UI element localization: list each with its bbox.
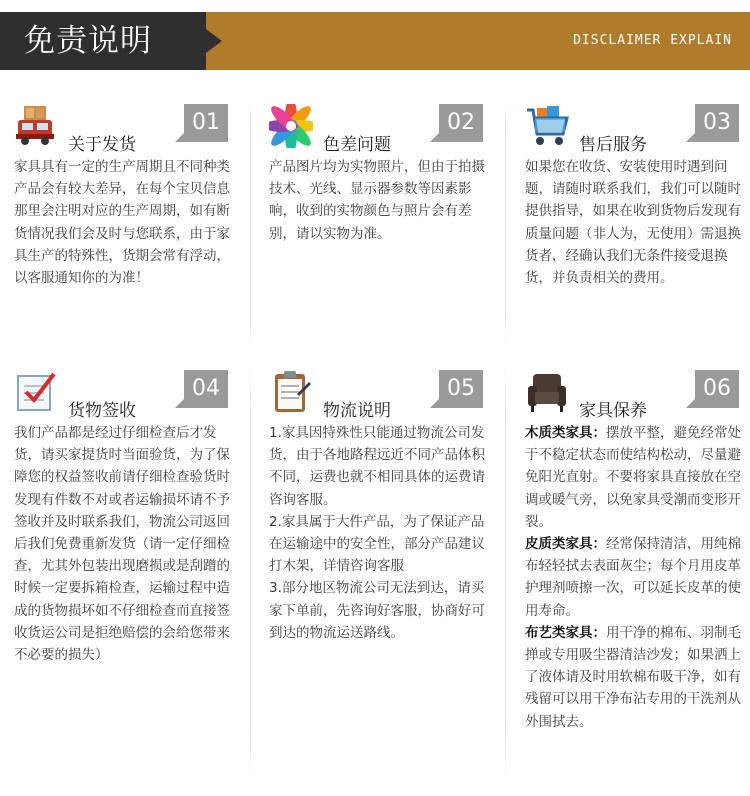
logistics-line: 2.家具属于大件产品，为了保证产品在运输途中的安全性，部分产品建议打木架，详情咨询客服 (269, 513, 485, 575)
logistics-line: 3.部分地区物流公司无法到达，请买家下单前，先咨询好客服，协商好可到达的物流运送路线。 (269, 580, 485, 641)
section-title: 货物签收 (68, 401, 136, 421)
care-text: 经常保持清洁，用纯棉布轻轻拭去表面灰尘；每个月用皮革护理剂喷擦一次，可以延长皮革的使用寿命。 (525, 536, 741, 619)
header-bar (0, 12, 750, 70)
section-number-badge: 03 (695, 104, 739, 142)
shopping-cart-icon (525, 104, 569, 148)
section-body (14, 156, 238, 289)
section-number-badge: 01 (184, 104, 228, 142)
section-text: 如果您在收货、安装使用时遇到问题，请随时联系我们，我们可以随时提供指导，如果在收到货物后发现有质量问题（非人为，无使用）需退换货者，经确认我们无条件接受退换货，并负责相关的费用。 (525, 159, 741, 287)
section-title: 关于发货 (68, 135, 136, 155)
armchair-icon (525, 370, 569, 414)
section-text: 家具具有一定的生产周期且不同种类产品会有较大差异，在每个宝贝信息那里会注明对应的生产周期，如有断货情况我们会及时与您联系，由于家具生产的特殊性，货期会常有浮动，以客服通知你的为准！ (14, 159, 230, 287)
care-item-fabric (525, 622, 749, 733)
checklist-icon (14, 370, 58, 414)
section-number-badge: 06 (695, 370, 739, 408)
section-body (269, 422, 493, 644)
color-wheel-icon (269, 104, 313, 148)
column-divider (250, 360, 251, 780)
section-title: 物流说明 (323, 401, 391, 421)
section-number-badge: 04 (184, 370, 228, 408)
section-text: 我们产品都是经过仔细检查后才发货，请买家提货时当面验货，为了保障您的权益签收前请仔细检查验货时发现有件数不对或者运输损坏请不予签收并及时联系我们，物流公司返回后我们免费重新发货（请一定仔细检查，尤其外包装出现磨损或是刮蹭的时候一定要拆箱检查，运输过程中造成的货物损坏如不仔细检查而直接签收货运公司是拒绝赔偿的会给您带来不必要的损失） (14, 425, 230, 664)
section-number-badge: 02 (439, 104, 483, 142)
care-label: 皮质类家具： (525, 536, 606, 553)
section-body (269, 156, 493, 245)
care-label: 木质类家具： (525, 425, 606, 441)
column-divider (250, 96, 251, 346)
delivery-truck-icon (14, 104, 58, 148)
care-label: 布艺类家具： (525, 624, 606, 641)
section-text: 产品图片均为实物照片，但由于拍摄技术、光线、显示器参数等因素影响，收到的实物颜色与照片会有差别，请以实物为准。 (269, 159, 485, 242)
page-subtitle: DISCLAIMER EXPLAIN (573, 33, 732, 48)
section-body (525, 422, 749, 733)
logistics-line: 1.家具因特殊性只能通过物流公司发货，由于各地路程远近不同产品体积不同，运费也就不相同具体的运费请咨询客服。 (269, 425, 485, 508)
care-text: 用干净的棉布、羽制毛掸或专用吸尘器清洁沙发；如果洒上了液体请及时用软棉布吸干净，如有残留可以用干净布沾专用的干洗剂从外围拭去。 (525, 624, 741, 730)
care-item-leather (525, 533, 749, 622)
section-body (525, 156, 749, 289)
title-arrow (206, 29, 222, 53)
column-divider (505, 96, 506, 346)
page-title: 免责说明 (0, 12, 206, 70)
section-title: 家具保养 (579, 401, 647, 421)
care-text: 摆放平整，避免经常处于不稳定状态而使结构松动，尽量避免阳光直射。不要将家具直接放在空调或暖气旁，以免家具受潮而变形开裂。 (525, 425, 741, 530)
column-divider (505, 360, 506, 780)
clipboard-icon (269, 370, 313, 414)
section-number-badge: 05 (439, 370, 483, 408)
care-item-wood (525, 422, 749, 533)
section-title: 色差问题 (323, 135, 391, 155)
section-title: 售后服务 (579, 135, 647, 155)
section-body (14, 422, 238, 666)
